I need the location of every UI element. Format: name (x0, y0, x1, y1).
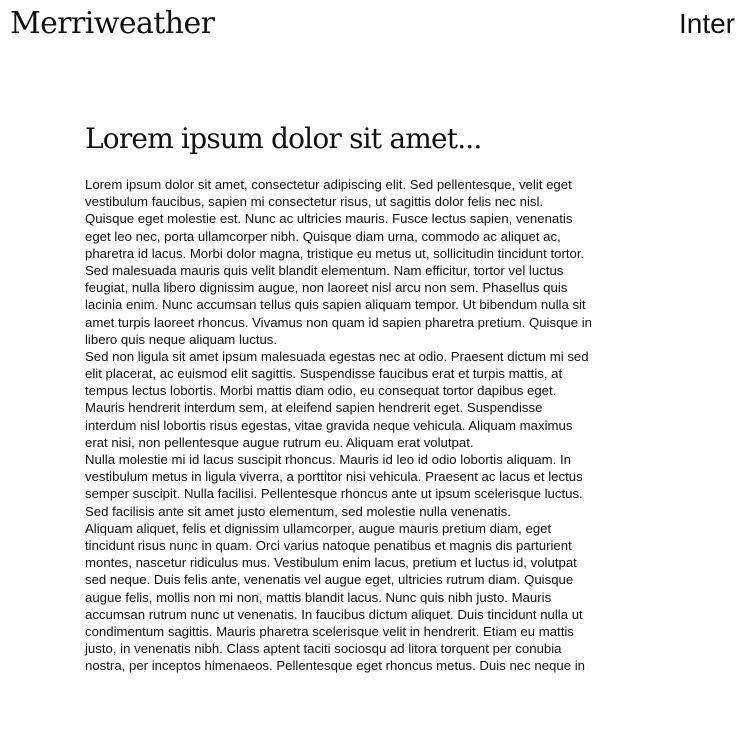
body-line: Mauris hendrerit interdum sem, at eleifend sapien hendrerit eget. Suspendisse (85, 400, 543, 416)
body-line: sed neque. Duis felis ante, venenatis vel augue eget, ultricies rutrum diam. Quisque (85, 572, 574, 588)
body-line: augue felis, mollis non mi non, mattis blandit lacus. Nunc quis nibh justo. Mauris (85, 589, 552, 605)
body-line: feugiat, nulla libero dignissim augue, non laoreet nisl arcu non sem. Phasellus quis (85, 280, 568, 296)
body-line: amet turpis laoreet rhoncus. Vivamus non quam id sapien pharetra pretium. Quisque in (85, 314, 593, 330)
body-line: montes, nascetur ridiculus mus. Vestibulum enim lacus, pretium et luctus id, volutpat (85, 555, 577, 571)
body-line: Sed malesuada mauris quis velit blandit elementum. Nam efficitur, tortor vel luctus (85, 262, 564, 278)
body-line: tempus lectus lobortis. Morbi mattis diam odio, eu consequat tortor dapibus eget. (85, 383, 557, 399)
body-line: erat nisi, non pellentesque augue rutrum eu. Aliquam erat volutpat. (85, 434, 474, 450)
body-line: pharetra id lacus. Morbi dolor magna, tristique eu metus ut, sollicitudin tincidunt tortor. (85, 245, 585, 261)
body-line: elit placerat, ac euismod elit sagittis. Suspendisse faucibus erat et turpis mattis, at (85, 366, 563, 382)
body-line: accumsan rutrum nunc ut venenatis. In faucibus dictum aliquet. Duis tincidunt nulla ut (85, 606, 583, 622)
body-line: semper suscipit. Nulla facilisi. Pellentesque rhoncus ante ut ipsum scelerisque luctus. (85, 486, 583, 502)
body-line: Sed facilisis ante sit amet justo elementum, sed molestie nulla venenatis. (85, 503, 511, 519)
article (85, 120, 665, 674)
body-line: Aliquam aliquet, felis et dignissim ullamcorper, augue mauris pretium diam, eget (85, 520, 552, 536)
body-line: interdum nisl lobortis risus egestas, vitae gravida neque vehicula. Aliquam maximus (85, 417, 573, 433)
body-line: condimentum sagittis. Mauris pharetra scelerisque velit in hendrerit. Etiam eu mattis (85, 623, 574, 639)
body-line: libero quis neque aliquam luctus. (85, 331, 278, 347)
body-line: justo, in venenatis nibh. Class aptent taciti sociosqu ad litora torquent per conubia (85, 641, 562, 657)
body-line: Lorem ipsum dolor sit amet, consectetur adipiscing elit. Sed pellentesque, velit eget (85, 177, 572, 192)
article-title: Lorem ipsum dolor sit amet... (85, 122, 482, 155)
serif-font-label: Merriweather (10, 6, 215, 41)
body-line: Nulla molestie mi id lacus suscipit rhoncus. Mauris id leo id odio lobortis aliquam. In (85, 452, 571, 467)
body-line: tincidunt risus nunc in quam. Orci varius natoque penatibus et magnis dis parturient (85, 537, 572, 553)
article-body (85, 176, 665, 674)
body-line: eget leo nec, porta ullamcorper nibh. Quisque diam urna, commodo ac aliquet ac, (85, 228, 561, 244)
body-line: nostra, per inceptos himenaeos. Pellentesque eget rhoncus metus. Duis nec neque in (85, 658, 585, 674)
body-line: lacinia enim. Nunc accumsan tellus quis sapien aliquam tempor. Ut bibendum nulla sit (85, 297, 586, 313)
body-line: Sed non ligula sit amet ipsum malesuada egestas nec at odio. Praesent dictum mi sed (85, 348, 589, 364)
body-line: vestibulum faucibus, sapien mi consectetur risus, ut sagittis dolor felis nec nisl. (85, 194, 544, 210)
body-line: vestibulum metus in ligula viverra, a porttitor nisi vehicula. Praesent ac lacus et lectus (85, 469, 583, 485)
body-line: Quisque eget molestie est. Nunc ac ultricies mauris. Fusce lectus sapien, venenatis (85, 211, 573, 227)
sans-font-label: Inter (678, 8, 735, 39)
